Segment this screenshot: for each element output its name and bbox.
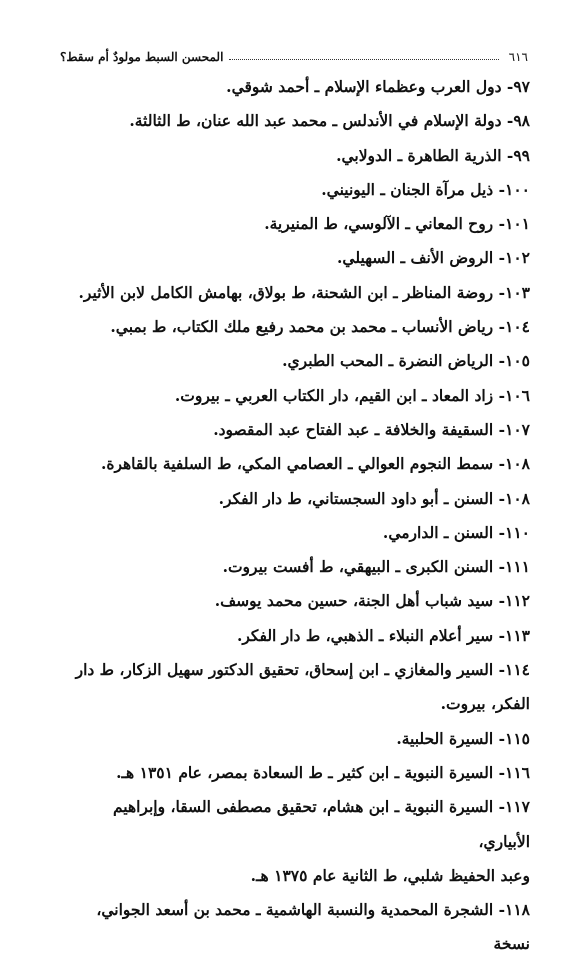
entry-dash: -: [493, 179, 506, 199]
entry-number: ١١٤: [505, 660, 530, 680]
entry-number: ١١٨: [505, 900, 530, 920]
entry-text: السيرة الحلبية.: [396, 728, 494, 748]
bibliography-entry: [60, 584, 530, 618]
entry-number: ١٠٨: [505, 454, 530, 474]
entry-dash: -: [501, 77, 514, 96]
entry-text: رياض الأنساب ـ محمد بن محمد رفيع ملك الكتاب، ط بمبي.: [110, 317, 494, 337]
entry-dash: -: [493, 762, 506, 782]
entry-number: ١٠٥: [505, 351, 530, 371]
entry-text: السقيفة والخلافة ـ عبد الفتاح عبد المقصود.: [213, 419, 494, 439]
entry-number: ١١٧: [505, 797, 530, 817]
entry-text-continuation: وعبد الحفيظ شلبي، ط الثانية عام ١٣٧٥ هـ.: [250, 865, 530, 885]
bibliography-entry: [60, 241, 530, 275]
entry-dash: -: [493, 419, 506, 439]
entry-number: ١١٢: [505, 591, 530, 611]
bibliography-entry: [60, 722, 530, 756]
entry-text: الروض الأنف ـ السهيلي.: [337, 248, 494, 268]
entry-number: ١٠٤: [505, 317, 530, 337]
entry-dash: -: [493, 351, 506, 371]
entry-dash: -: [493, 488, 506, 508]
bibliography-entry: [60, 207, 530, 241]
bibliography-entry: [60, 550, 530, 584]
entry-dash: -: [493, 317, 506, 337]
entry-number: ١١٣: [505, 625, 530, 645]
entry-number: ١١٠: [505, 522, 530, 542]
entry-number: ٩٨: [513, 111, 530, 131]
entry-text: الذرية الطاهرة ـ الدولابي.: [336, 145, 502, 165]
entry-dash: -: [501, 145, 514, 165]
bibliography-entry: [60, 482, 530, 516]
entry-text: الشجرة المحمدية والنسبة الهاشمية ـ محمد بن أسعد الجواني، نسخة: [96, 900, 530, 954]
entry-text: السنن ـ أبو داود السجستاني، ط دار الفكر.: [218, 488, 494, 508]
entry-dash: -: [493, 900, 506, 920]
entry-number: ١١١: [505, 557, 530, 577]
entry-number: ١٠٧: [505, 419, 530, 439]
entry-dash: -: [493, 248, 506, 268]
bibliography-entry: [60, 413, 530, 447]
bibliography-entry: [60, 447, 530, 481]
entry-number: ١٠٠: [505, 179, 530, 199]
entry-number: ١٠٨: [505, 488, 530, 508]
bibliography-entry: [60, 173, 530, 207]
entry-number: ١١٥: [505, 728, 530, 748]
entry-dash: -: [493, 797, 506, 817]
entry-number: ١٠٣: [505, 282, 530, 302]
running-title: المحسن السبط مولودٌ أم سقط؟: [60, 50, 224, 64]
entry-text: روح المعاني ـ الآلوسي، ط المنيرية.: [264, 214, 494, 234]
entry-text: دولة الإسلام في الأندلس ـ محمد عبد الله عنان، ط الثالثة.: [129, 111, 502, 131]
bibliography-entry: [60, 344, 530, 378]
entry-text: روضة المناظر ـ ابن الشحنة، ط بولاق، بهامش الكامل لابن الأثير.: [78, 282, 494, 302]
entry-text: زاد المعاد ـ ابن القيم، دار الكتاب العربي ـ بيروت.: [174, 385, 494, 405]
entry-number: ١١٦: [505, 762, 530, 782]
entry-text: سمط النجوم العوالي ـ العصامي المكي، ط السلفية بالقاهرة.: [100, 454, 494, 474]
bibliography-entry: [60, 756, 530, 790]
bibliography-entry: [60, 653, 530, 722]
entry-number: ٩٧: [513, 77, 530, 96]
bibliography-entry: [60, 70, 530, 104]
entry-text: ذيل مرآة الجنان ـ اليونيني.: [321, 179, 494, 199]
entry-dash: -: [493, 557, 506, 577]
bibliography-entry: [60, 104, 530, 138]
bibliography-entry: [60, 139, 530, 173]
entry-text: سيد شباب أهل الجنة، حسين محمد يوسف.: [214, 591, 494, 611]
entry-dash: -: [501, 111, 514, 131]
entry-text: سير أعلام النبلاء ـ الذهبي، ط دار الفكر.: [236, 625, 494, 645]
entry-number: ١٠٢: [505, 248, 530, 268]
entry-dash: -: [493, 282, 506, 302]
entry-text: السيرة النبوية ـ ابن هشام، تحقيق مصطفى السقا، وإبراهيم الأبياري،: [112, 797, 530, 851]
bibliography-entry: [60, 379, 530, 413]
entry-number: ١٠١: [505, 214, 530, 234]
bibliography-list: [60, 70, 530, 962]
entry-dash: -: [493, 385, 506, 405]
entry-text: السير والمغازي ـ ابن إسحاق، تحقيق الدكتور سهيل الزكار، ط دار: [75, 660, 494, 680]
entry-dash: -: [493, 454, 506, 474]
entry-dash: -: [493, 522, 506, 542]
bibliography-entry: [60, 790, 530, 893]
entry-text: السيرة النبوية ـ ابن كثير ـ ط السعادة بمصر، عام ١٣٥١ هـ.: [116, 762, 494, 782]
entry-text: السنن ـ الدارمي.: [382, 522, 494, 542]
entry-text: السنن الكبرى ـ البيهقي، ط أفست بيروت.: [222, 557, 494, 577]
entry-number: ١٠٦: [505, 385, 530, 405]
bibliography-entry: [60, 310, 530, 344]
entry-text: الرياض النضرة ـ المحب الطبري.: [282, 351, 494, 371]
bibliography-entry: [60, 276, 530, 310]
entry-dash: -: [493, 214, 506, 234]
entry-dash: -: [493, 660, 506, 680]
page-number: ٦١٦: [508, 50, 528, 64]
bibliography-entry: [60, 619, 530, 653]
entry-number: ٩٩: [513, 145, 530, 165]
entry-text-continuation: الفكر، بيروت.: [440, 694, 530, 714]
page-header: [60, 44, 528, 64]
header-dot-leader: [229, 58, 498, 60]
entry-dash: -: [493, 591, 506, 611]
bibliography-entry: [60, 516, 530, 550]
entry-dash: -: [493, 728, 506, 748]
entry-text: دول العرب وعظماء الإسلام ـ أحمد شوقي.: [226, 77, 502, 96]
bibliography-entry: [60, 893, 530, 962]
entry-dash: -: [493, 625, 506, 645]
